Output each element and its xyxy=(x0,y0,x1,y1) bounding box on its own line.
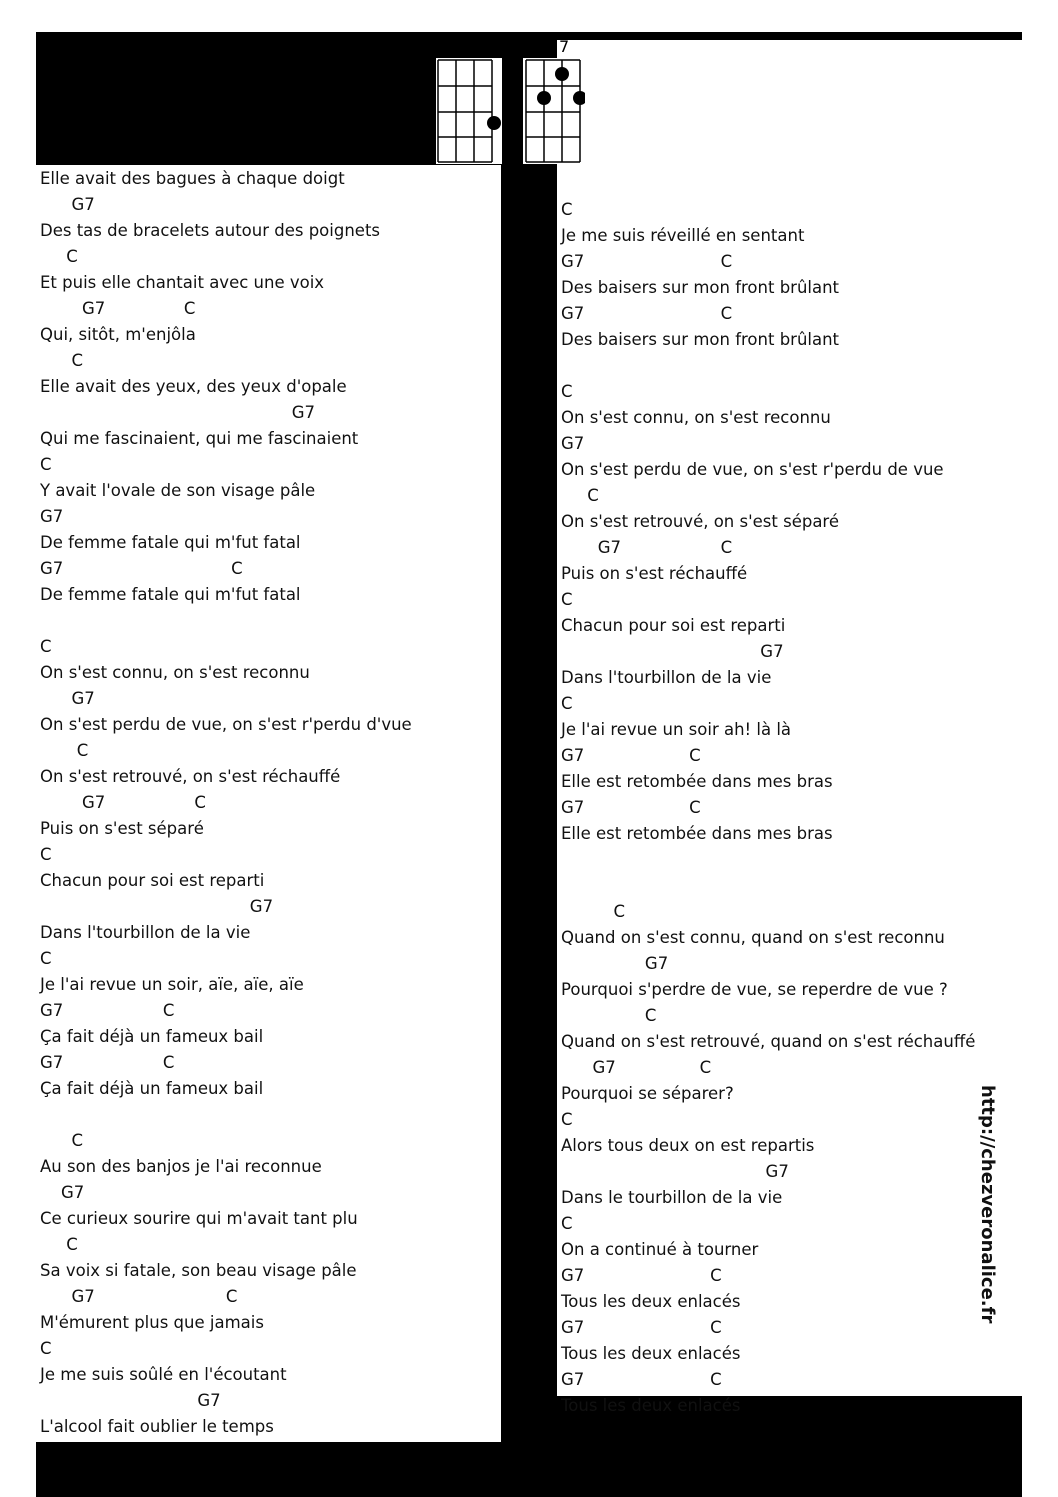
right-lyric-line: Elle est retombée dans mes bras xyxy=(561,772,833,791)
left-lyric-line: Elle avait des bagues à chaque doigt xyxy=(40,169,345,188)
chord-diagram-g7 xyxy=(523,58,585,164)
left-chord-line: C xyxy=(40,455,52,474)
right-lyric-line: Elle est retombée dans mes bras xyxy=(561,824,833,843)
left-blank-line xyxy=(40,1102,498,1128)
right-lyric-line: Pourquoi se séparer? xyxy=(561,1084,734,1103)
right-lyric-line: Tous les deux enlacés xyxy=(561,1396,741,1415)
right-lyric-line: Puis on s'est réchauffé xyxy=(561,564,748,583)
right-lyric-line: On s'est connu, on s'est reconnu xyxy=(561,408,831,427)
left-chord-line: G7 xyxy=(40,1183,85,1202)
left-lyric-line: Puis on s'est séparé xyxy=(40,819,204,838)
right-chord-line: G7 C xyxy=(561,1370,722,1389)
right-lyric-line: On a continué à tourner xyxy=(561,1240,759,1259)
left-chord-line: C xyxy=(40,1131,83,1150)
right-chord-line: C xyxy=(561,902,625,921)
left-lyrics-column xyxy=(40,166,498,1440)
left-lyric-line: Qui me fascinaient, qui me fascinaient xyxy=(40,429,359,448)
left-lyric-line: Qui, sitôt, m'enjôla xyxy=(40,325,196,344)
left-lyric-line: L'alcool fait oublier le temps xyxy=(40,1417,274,1436)
left-lyric-line: De femme fatale qui m'fut fatal xyxy=(40,533,301,552)
left-chord-line: G7 xyxy=(40,403,316,422)
right-lyric-line: Alors tous deux on est repartis xyxy=(561,1136,815,1155)
right-chord-line: C xyxy=(561,1110,573,1129)
right-chord-line: G7 C xyxy=(561,304,733,323)
left-chord-line: G7 C xyxy=(40,793,206,812)
right-chord-line: G7 C xyxy=(561,746,701,765)
left-chord-line: G7 C xyxy=(40,1287,238,1306)
right-chord-line: C xyxy=(561,694,573,713)
left-blank-line xyxy=(40,608,498,634)
left-lyric-line: Je l'ai revue un soir, aïe, aïe, aïe xyxy=(40,975,304,994)
right-chord-line: G7 xyxy=(561,1162,789,1181)
left-chord-line: G7 xyxy=(40,897,274,916)
right-lyric-line: Dans l'tourbillon de la vie xyxy=(561,668,772,687)
right-chord-line: G7 C xyxy=(561,1318,722,1337)
right-chord-line: G7 xyxy=(561,642,784,661)
right-lyric-line: Pourquoi s'perdre de vue, se reperdre de vue ? xyxy=(561,980,948,999)
left-lyric-line: Ce curieux sourire qui m'avait tant plu xyxy=(40,1209,358,1228)
left-lyric-line: M'émurent plus que jamais xyxy=(40,1313,264,1332)
finger-dot xyxy=(487,116,501,130)
right-chord-line: C xyxy=(561,1006,657,1025)
right-lyric-line: Des baisers sur mon front brûlant xyxy=(561,330,840,349)
left-lyric-line: Dans l'tourbillon de la vie xyxy=(40,923,251,942)
right-blank-line xyxy=(561,847,1019,873)
right-chord-line: G7 C xyxy=(561,1266,722,1285)
left-lyric-line: De femme fatale qui m'fut fatal xyxy=(40,585,301,604)
right-chord-line: C xyxy=(561,486,599,505)
right-lyric-line: On s'est perdu de vue, on s'est r'perdu de vue xyxy=(561,460,944,479)
right-chord-line: G7 xyxy=(561,954,669,973)
left-chord-line: G7 xyxy=(40,1391,221,1410)
right-lyric-line: Tous les deux enlacés xyxy=(561,1292,741,1311)
left-chord-line: C xyxy=(40,1235,78,1254)
left-chord-line: G7 xyxy=(40,195,95,214)
left-lyric-line: Je me suis soûlé en l'écoutant xyxy=(40,1365,287,1384)
website-url: http://chezveronalice.fr xyxy=(977,1085,998,1324)
left-lyric-line: Au son des banjos je l'ai reconnue xyxy=(40,1157,322,1176)
finger-dot xyxy=(537,91,551,105)
left-chord-line: C xyxy=(40,351,83,370)
left-chord-line: G7 C xyxy=(40,1053,175,1072)
left-lyric-line: On s'est retrouvé, on s'est réchauffé xyxy=(40,767,341,786)
right-lyrics-column xyxy=(561,197,1019,1419)
left-chord-line: C xyxy=(40,949,52,968)
right-blank-line xyxy=(561,353,1019,379)
left-chord-line: G7 C xyxy=(40,1001,175,1020)
right-lyric-line: Je l'ai revue un soir ah! là là xyxy=(561,720,792,739)
left-chord-line: C xyxy=(40,247,78,266)
right-lyric-line: Quand on s'est connu, quand on s'est reconnu xyxy=(561,928,945,947)
right-lyric-line: Quand on s'est retrouvé, quand on s'est réchauffé xyxy=(561,1032,976,1051)
left-lyric-line: Ça fait déjà un fameux bail xyxy=(40,1079,264,1098)
left-lyric-line: Des tas de bracelets autour des poignets xyxy=(40,221,381,240)
left-lyric-line: Elle avait des yeux, des yeux d'opale xyxy=(40,377,347,396)
left-lyric-line: Sa voix si fatale, son beau visage pâle xyxy=(40,1261,357,1280)
left-chord-line: C xyxy=(40,1339,52,1358)
chord-number-label: 7 xyxy=(559,37,570,56)
left-chord-line: C xyxy=(40,845,52,864)
right-lyric-line: Je me suis réveillé en sentant xyxy=(561,226,805,245)
left-chord-line: G7 C xyxy=(40,299,196,318)
left-chord-line: G7 xyxy=(40,689,95,708)
left-chord-line: C xyxy=(40,741,89,760)
right-lyric-line: Tous les deux enlacés xyxy=(561,1344,741,1363)
right-chord-line: C xyxy=(561,382,573,401)
right-chord-line: G7 xyxy=(561,434,585,453)
left-lyric-line: On s'est perdu de vue, on s'est r'perdu d'vue xyxy=(40,715,412,734)
right-chord-line: C xyxy=(561,1214,573,1233)
right-chord-line: C xyxy=(561,590,573,609)
left-lyric-line: Ça fait déjà un fameux bail xyxy=(40,1027,264,1046)
right-chord-line: G7 C xyxy=(561,538,733,557)
left-lyric-line: Y avait l'ovale de son visage pâle xyxy=(40,481,316,500)
right-chord-line: G7 C xyxy=(561,1058,712,1077)
left-lyric-line: Chacun pour soi est reparti xyxy=(40,871,265,890)
right-lyric-line: On s'est retrouvé, on s'est séparé xyxy=(561,512,840,531)
finger-dot xyxy=(555,67,569,81)
left-chord-line: G7 C xyxy=(40,559,243,578)
left-lyric-line: Et puis elle chantait avec une voix xyxy=(40,273,325,292)
left-chord-line: G7 xyxy=(40,507,64,526)
right-chord-line: C xyxy=(561,200,573,219)
right-lyric-line: Chacun pour soi est reparti xyxy=(561,616,786,635)
right-blank-line xyxy=(561,873,1019,899)
right-lyric-line: Des baisers sur mon front brûlant xyxy=(561,278,840,297)
left-chord-line: C xyxy=(40,637,52,656)
right-chord-line: G7 C xyxy=(561,798,701,817)
right-chord-line: G7 C xyxy=(561,252,733,271)
right-lyric-line: Dans le tourbillon de la vie xyxy=(561,1188,783,1207)
left-lyric-line: On s'est connu, on s'est reconnu xyxy=(40,663,310,682)
chord-diagram-c xyxy=(436,58,502,164)
